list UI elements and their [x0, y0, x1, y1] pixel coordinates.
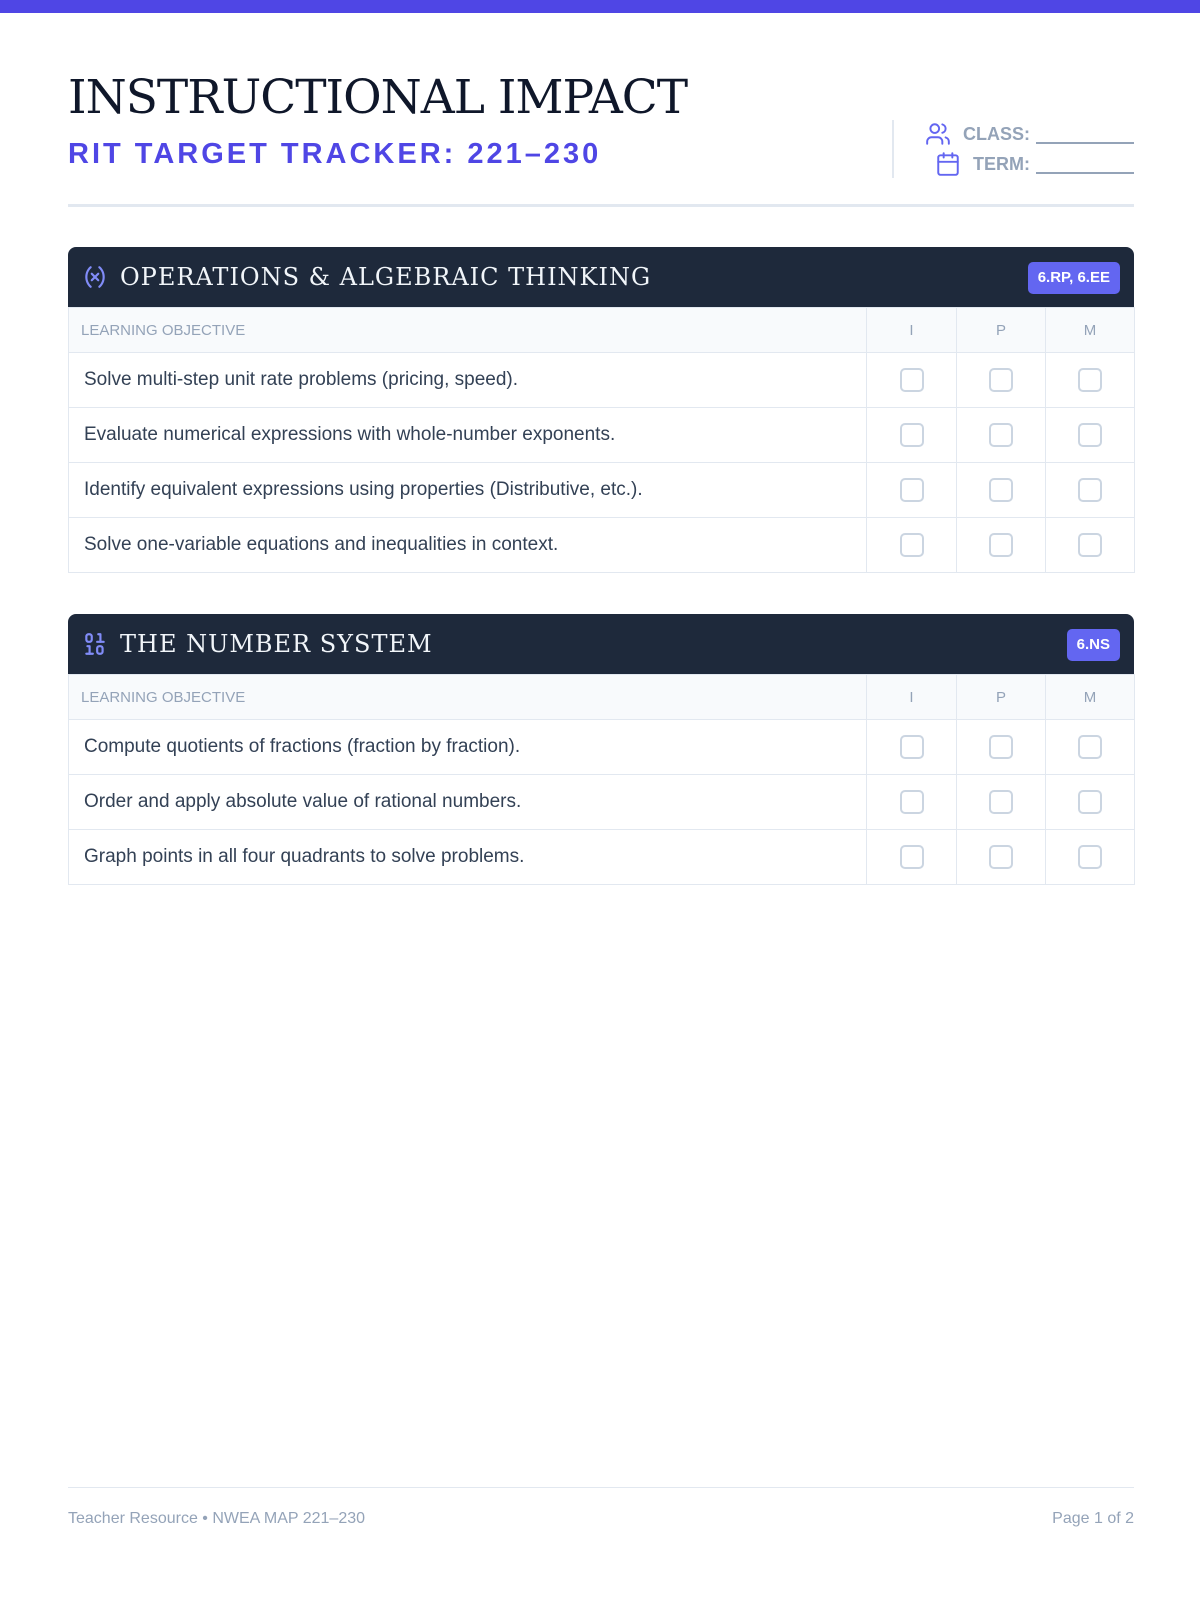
class-label: CLASS: [963, 123, 1030, 144]
checkbox-p[interactable] [989, 478, 1013, 502]
table-row [69, 775, 1135, 830]
objective-column-header: LEARNING OBJECTIVE [69, 675, 867, 720]
objective-text: Evaluate numerical expressions with whole-number exponents. [69, 408, 867, 463]
checkbox-i[interactable] [900, 735, 924, 759]
objective-text: Graph points in all four quadrants to solve problems. [69, 830, 867, 885]
page-subtitle: RIT TARGET TRACKER: 221–230 [68, 138, 602, 170]
table-row [69, 353, 1135, 408]
objective-text: Identify equivalent expressions using properties (Distributive, etc.). [69, 463, 867, 518]
checkbox-p[interactable] [989, 533, 1013, 557]
mastered-column-header: M [1046, 308, 1135, 353]
table-row [69, 830, 1135, 885]
checkbox-m[interactable] [1078, 845, 1102, 869]
checkbox-p[interactable] [989, 423, 1013, 447]
checkbox-i[interactable] [900, 790, 924, 814]
table-row [69, 518, 1135, 573]
objective-text: Compute quotients of fractions (fraction by fraction). [69, 720, 867, 775]
checkbox-m[interactable] [1078, 790, 1102, 814]
page-header [68, 0, 1134, 207]
checkbox-m[interactable] [1078, 478, 1102, 502]
checkbox-m[interactable] [1078, 368, 1102, 392]
calendar-icon [935, 151, 961, 177]
section-header [68, 614, 1134, 674]
checkbox-i[interactable] [900, 845, 924, 869]
class-field [925, 120, 1134, 148]
standards-badge: 6.NS [1067, 629, 1120, 661]
objective-column-header: LEARNING OBJECTIVE [69, 308, 867, 353]
checkbox-p[interactable] [989, 368, 1013, 392]
variable-icon [82, 264, 108, 290]
class-term-info [892, 120, 1134, 178]
checkbox-i[interactable] [900, 368, 924, 392]
checkbox-m[interactable] [1078, 533, 1102, 557]
section-title: THE NUMBER SYSTEM [120, 630, 433, 658]
page-footer [68, 1487, 1134, 1534]
introduced-column-header: I [867, 675, 957, 720]
checkbox-p[interactable] [989, 735, 1013, 759]
objective-text: Order and apply absolute value of rational numbers. [69, 775, 867, 830]
table-header-row [69, 675, 1135, 720]
section-number-system [68, 614, 1134, 885]
checkbox-p[interactable] [989, 790, 1013, 814]
term-blank-line[interactable] [1036, 154, 1134, 174]
objective-text: Solve multi-step unit rate problems (pricing, speed). [69, 353, 867, 408]
users-icon [925, 121, 951, 147]
objective-text: Solve one-variable equations and inequalities in context. [69, 518, 867, 573]
binary-icon [82, 631, 108, 657]
term-field [935, 150, 1134, 178]
table-row [69, 720, 1135, 775]
practiced-column-header: P [957, 308, 1046, 353]
objectives-table [68, 674, 1135, 885]
checkbox-i[interactable] [900, 423, 924, 447]
section-header [68, 247, 1134, 307]
footer-source: Teacher Resource • NWEA MAP 221–230 [68, 1510, 366, 1527]
page [68, 0, 1134, 867]
term-label: TERM: [973, 153, 1030, 174]
checkbox-i[interactable] [900, 478, 924, 502]
mastered-column-header: M [1046, 675, 1135, 720]
checkbox-i[interactable] [900, 533, 924, 557]
objectives-table [68, 307, 1135, 573]
section-title: OPERATIONS & ALGEBRAIC THINKING [120, 263, 652, 291]
checkbox-m[interactable] [1078, 735, 1102, 759]
checkbox-p[interactable] [989, 845, 1013, 869]
table-row [69, 463, 1135, 518]
table-row [69, 408, 1135, 463]
page-number: Page 1 of 2 [1052, 1510, 1134, 1527]
introduced-column-header: I [867, 308, 957, 353]
table-header-row [69, 308, 1135, 353]
standards-badge: 6.RP, 6.EE [1028, 262, 1120, 294]
practiced-column-header: P [957, 675, 1046, 720]
class-blank-line[interactable] [1036, 124, 1134, 144]
page-title: INSTRUCTIONAL IMPACT [68, 70, 688, 125]
section-operations-algebraic [68, 247, 1134, 573]
checkbox-m[interactable] [1078, 423, 1102, 447]
